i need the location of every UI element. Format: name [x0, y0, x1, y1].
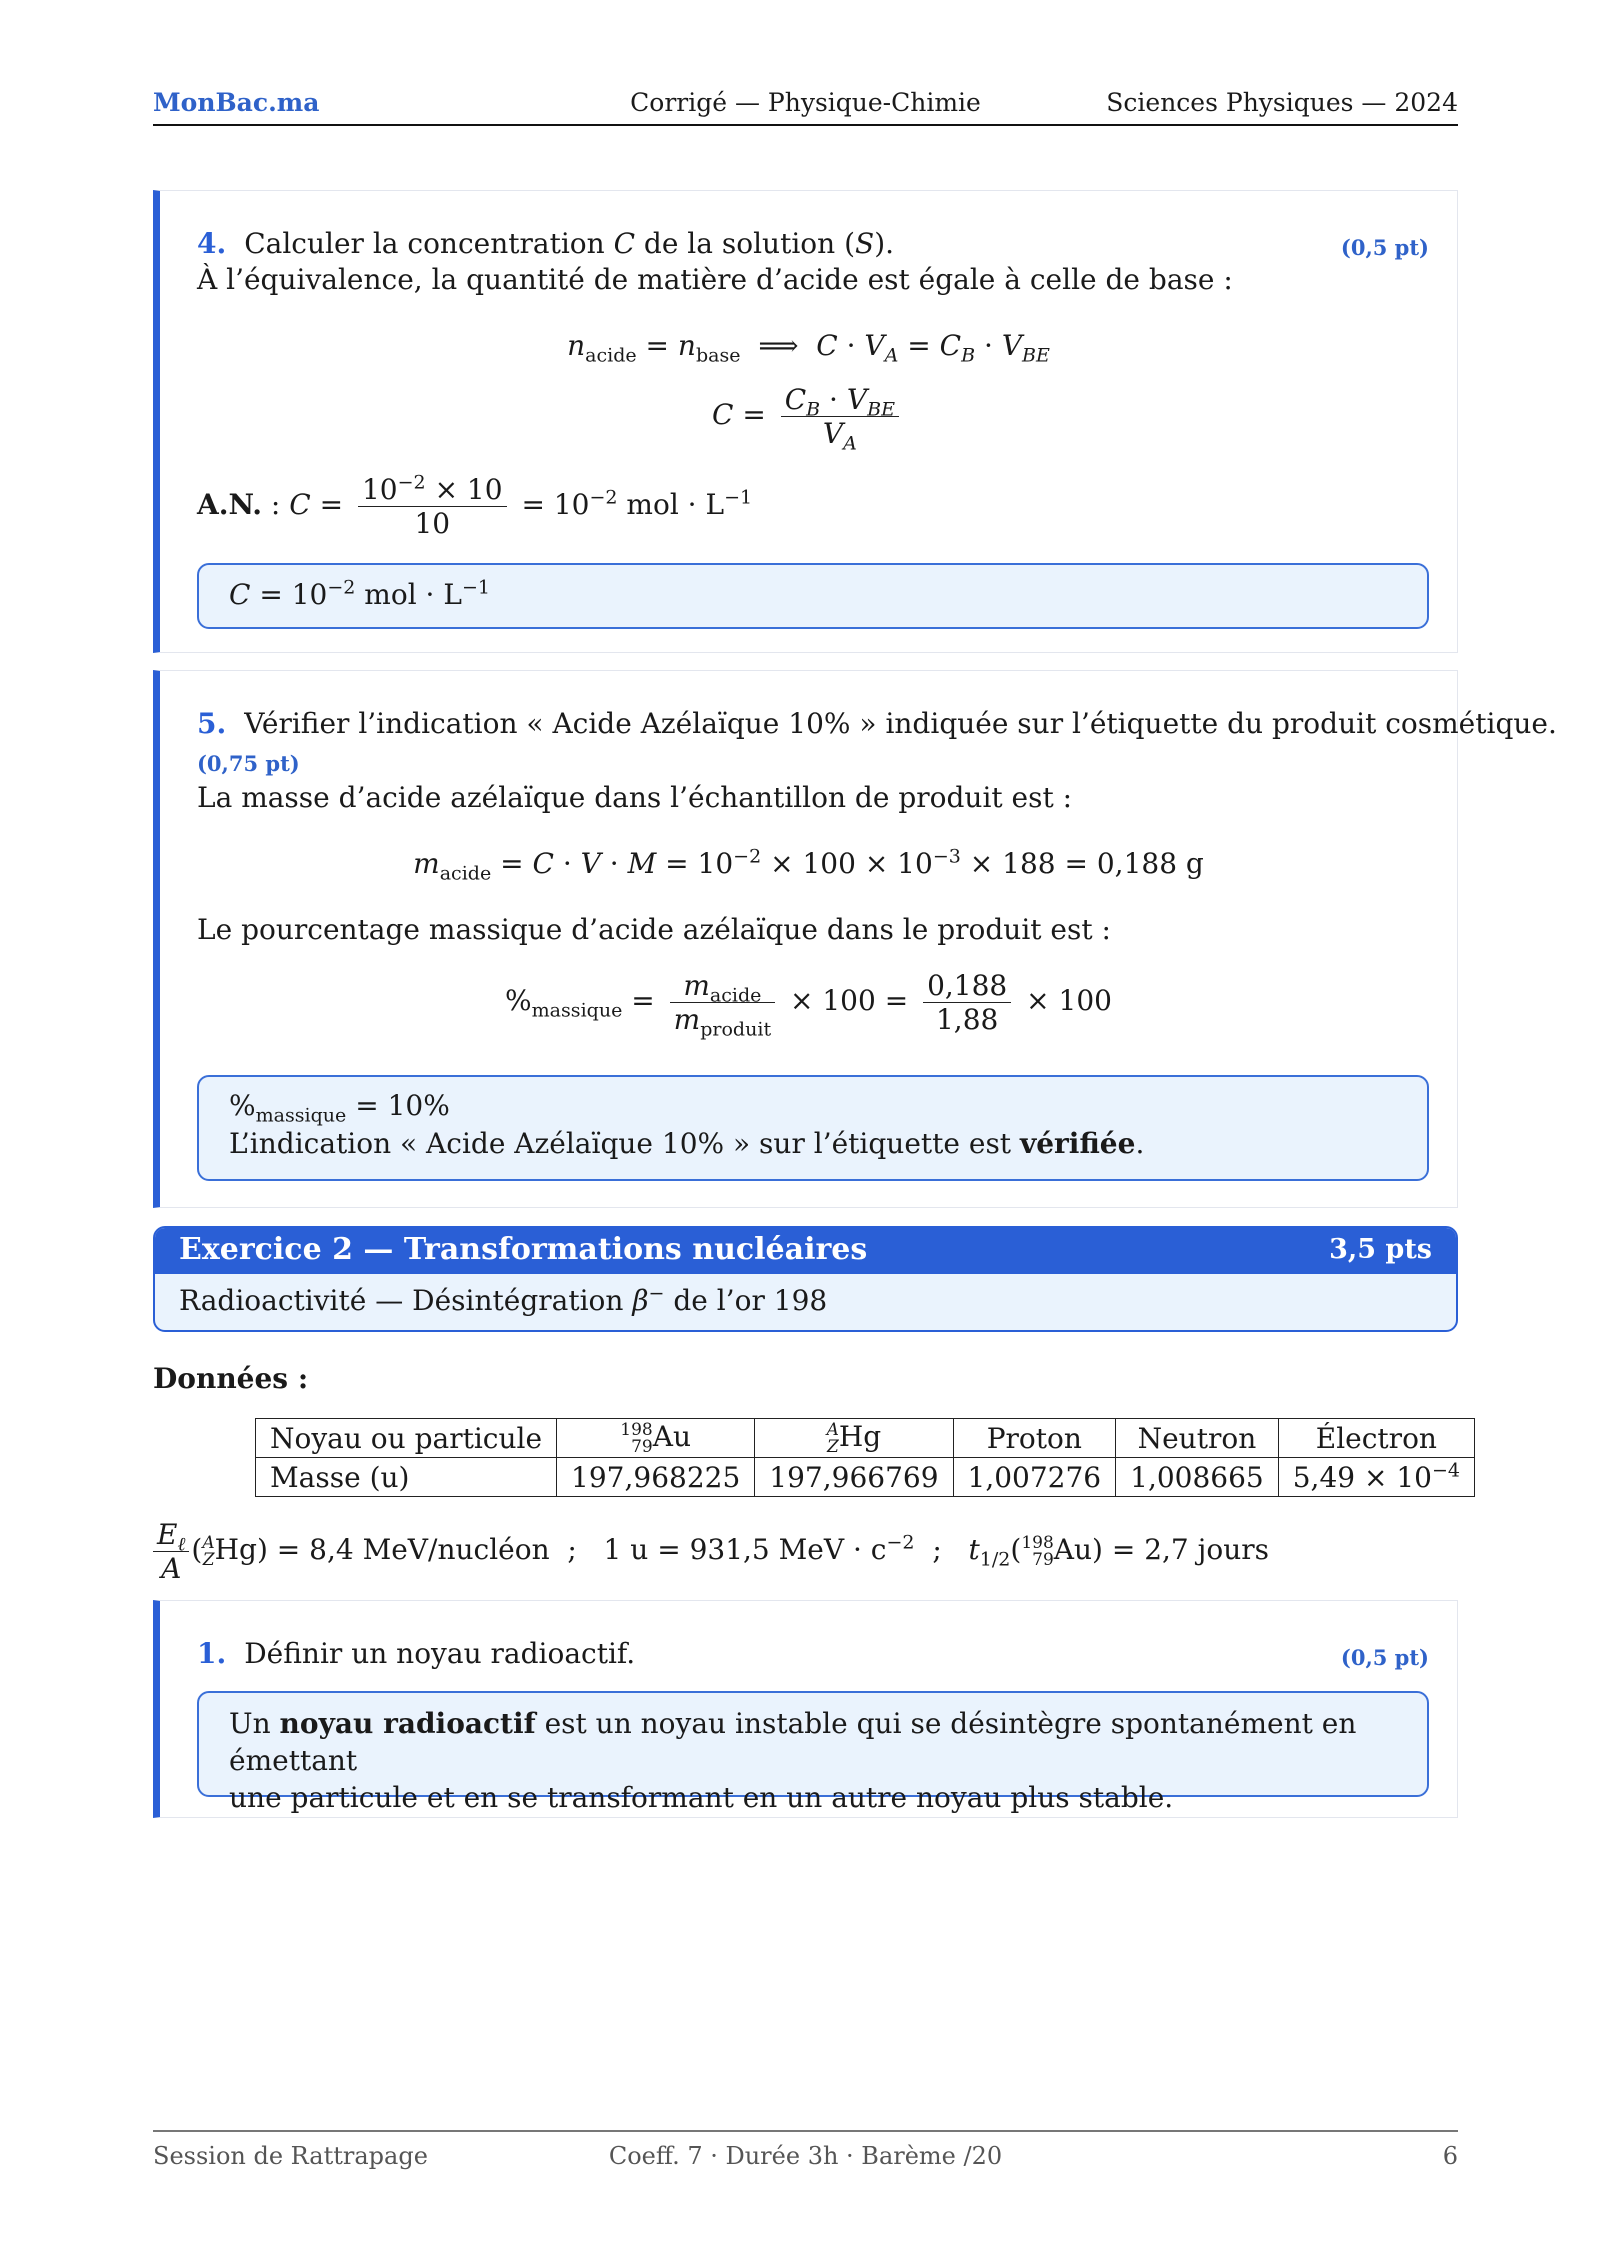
data-table — [255, 1418, 1475, 1497]
question-4-intro: À l’équivalence, la quantité de matière d’acide est égale à celle de base : — [197, 263, 1233, 296]
table-row — [256, 1419, 1475, 1458]
exercise-subtitle: Radioactivité — Désintégration β− de l’or 198 — [179, 1282, 828, 1317]
page-footer — [153, 2130, 1458, 2170]
table-header-cell: Neutron — [1116, 1419, 1279, 1458]
question-1-statement — [197, 1637, 635, 1670]
page-number: 6 — [1442, 2142, 1458, 2170]
answer-definition-line1: Un noyau radioactif est un noyau instable qui se désintègre spontanément en émettant — [229, 1707, 1357, 1777]
question-4-statement: 4. Calculer la concentration C de la solution (S). — [197, 227, 895, 260]
answer-box-q4: $C = 10^{-2}$ mol · $L^{-1}$ — [197, 563, 1429, 629]
table-row-label: Masse (u) — [256, 1458, 557, 1497]
table-cell: 197,968225 — [557, 1458, 755, 1497]
answer-conclusion: L’indication « Acide Azélaïque 10% » sur l’étiquette est vérifiée. — [229, 1127, 1145, 1160]
concentration-formula: C = $\frac{C_B \cdot V_{BE}}{V_A}$ — [160, 383, 1457, 450]
table-header-cell: 198 79 Au — [557, 1419, 755, 1458]
table-row — [256, 1458, 1475, 1497]
points-badge: (0,5 pt) — [1340, 1645, 1429, 1670]
exercise-2-banner — [153, 1226, 1458, 1332]
mass-equation: $m_{acide} = C \cdot V \cdot M = 10^{-2} \times 100 \times 10^{-3} \times 188 = 0,188$ g — [413, 845, 1204, 885]
question-5-intro2: Le pourcentage massique d’acide azélaïque dans le produit est : — [197, 913, 1111, 946]
question-4-card — [153, 190, 1458, 653]
numerical-application: A.N. : C = $\frac{10^{-2} \times 10}{10}$ = $10^{-2}$ mol · $L^{-1}$ — [197, 471, 753, 540]
exercise-score: 3,5 pts — [1329, 1234, 1432, 1265]
percentage-equation: $\%_{massique}$ = $\frac{m_{acide}}{m_{produit}}$ × 100 = $\frac{0,188}{1,88}$ × 100 — [505, 969, 1112, 1041]
table-header-cell: Électron — [1278, 1419, 1474, 1458]
question-number: 1. — [197, 1637, 227, 1670]
page-header — [153, 88, 1458, 126]
exercise-title: Exercice 2 — Transformations nucléaires — [179, 1232, 868, 1267]
question-5-intro1: La masse d’acide azélaïque dans l’échantillon de produit est : — [197, 781, 1073, 814]
table-cell: $5,49 \times 10^{-4}$ — [1278, 1458, 1474, 1497]
question-number: 4. — [197, 227, 227, 260]
table-cell: 1,008665 — [1116, 1458, 1279, 1497]
table-header-cell: Proton — [953, 1419, 1116, 1458]
question-5-card — [153, 670, 1557, 1208]
question-5-text: Vérifier l’indication « Acide Azélaïque 10% » indiquée sur l’étiquette du produit cosmétique. — [244, 707, 1557, 740]
points-badge: (0,5 pt) — [1340, 235, 1429, 260]
answer-box-q5 — [197, 1075, 1429, 1181]
table-cell: 197,966769 — [755, 1458, 953, 1497]
data-constants: $\frac{E_\ell}{A}$ ( A Z Hg) = 8,4 MeV/nucléon ; 1 u = 931,5 MeV · $c^{-2}$ ; $t_{1/2}$( 198 79 Au) = 2,7 jours — [153, 1518, 1269, 1585]
table-header-cell: A Z Hg — [755, 1419, 953, 1458]
question-number: 5. — [197, 707, 227, 740]
data-heading: Données : — [153, 1362, 309, 1395]
question-5-statement — [197, 707, 1557, 740]
header-title: Corrigé — Physique-Chimie — [630, 88, 981, 117]
answer-definition-line2: une particule et en se transformant en un autre noyau plus stable. — [229, 1781, 1174, 1814]
header-subject: Sciences Physiques — 2024 — [1106, 88, 1458, 117]
answer-percentage: $\%_{massique} = 10\%$ — [229, 1089, 450, 1127]
exercise-title-bar — [155, 1228, 1456, 1274]
table-header-cell: Noyau ou particule — [256, 1419, 557, 1458]
footer-session: Session de Rattrapage — [153, 2142, 428, 2170]
question-1-text: Définir un noyau radioactif. — [244, 1637, 636, 1670]
equivalence-equation: $n_{acide} = n_{base}$ ⟹ $C \cdot V_A = C_B \cdot V_{BE}$ — [567, 329, 1050, 367]
brand-name[interactable]: MonBac.ma — [153, 88, 320, 117]
question-1-card — [153, 1600, 1458, 1818]
an-label: A.N. — [197, 488, 263, 521]
points-badge: (0,75 pt) — [197, 751, 300, 776]
table-cell: 1,007276 — [953, 1458, 1116, 1497]
answer-box-q1 — [197, 1691, 1429, 1814]
footer-details: Coeff. 7 · Durée 3h · Barème /20 — [608, 2142, 1003, 2170]
